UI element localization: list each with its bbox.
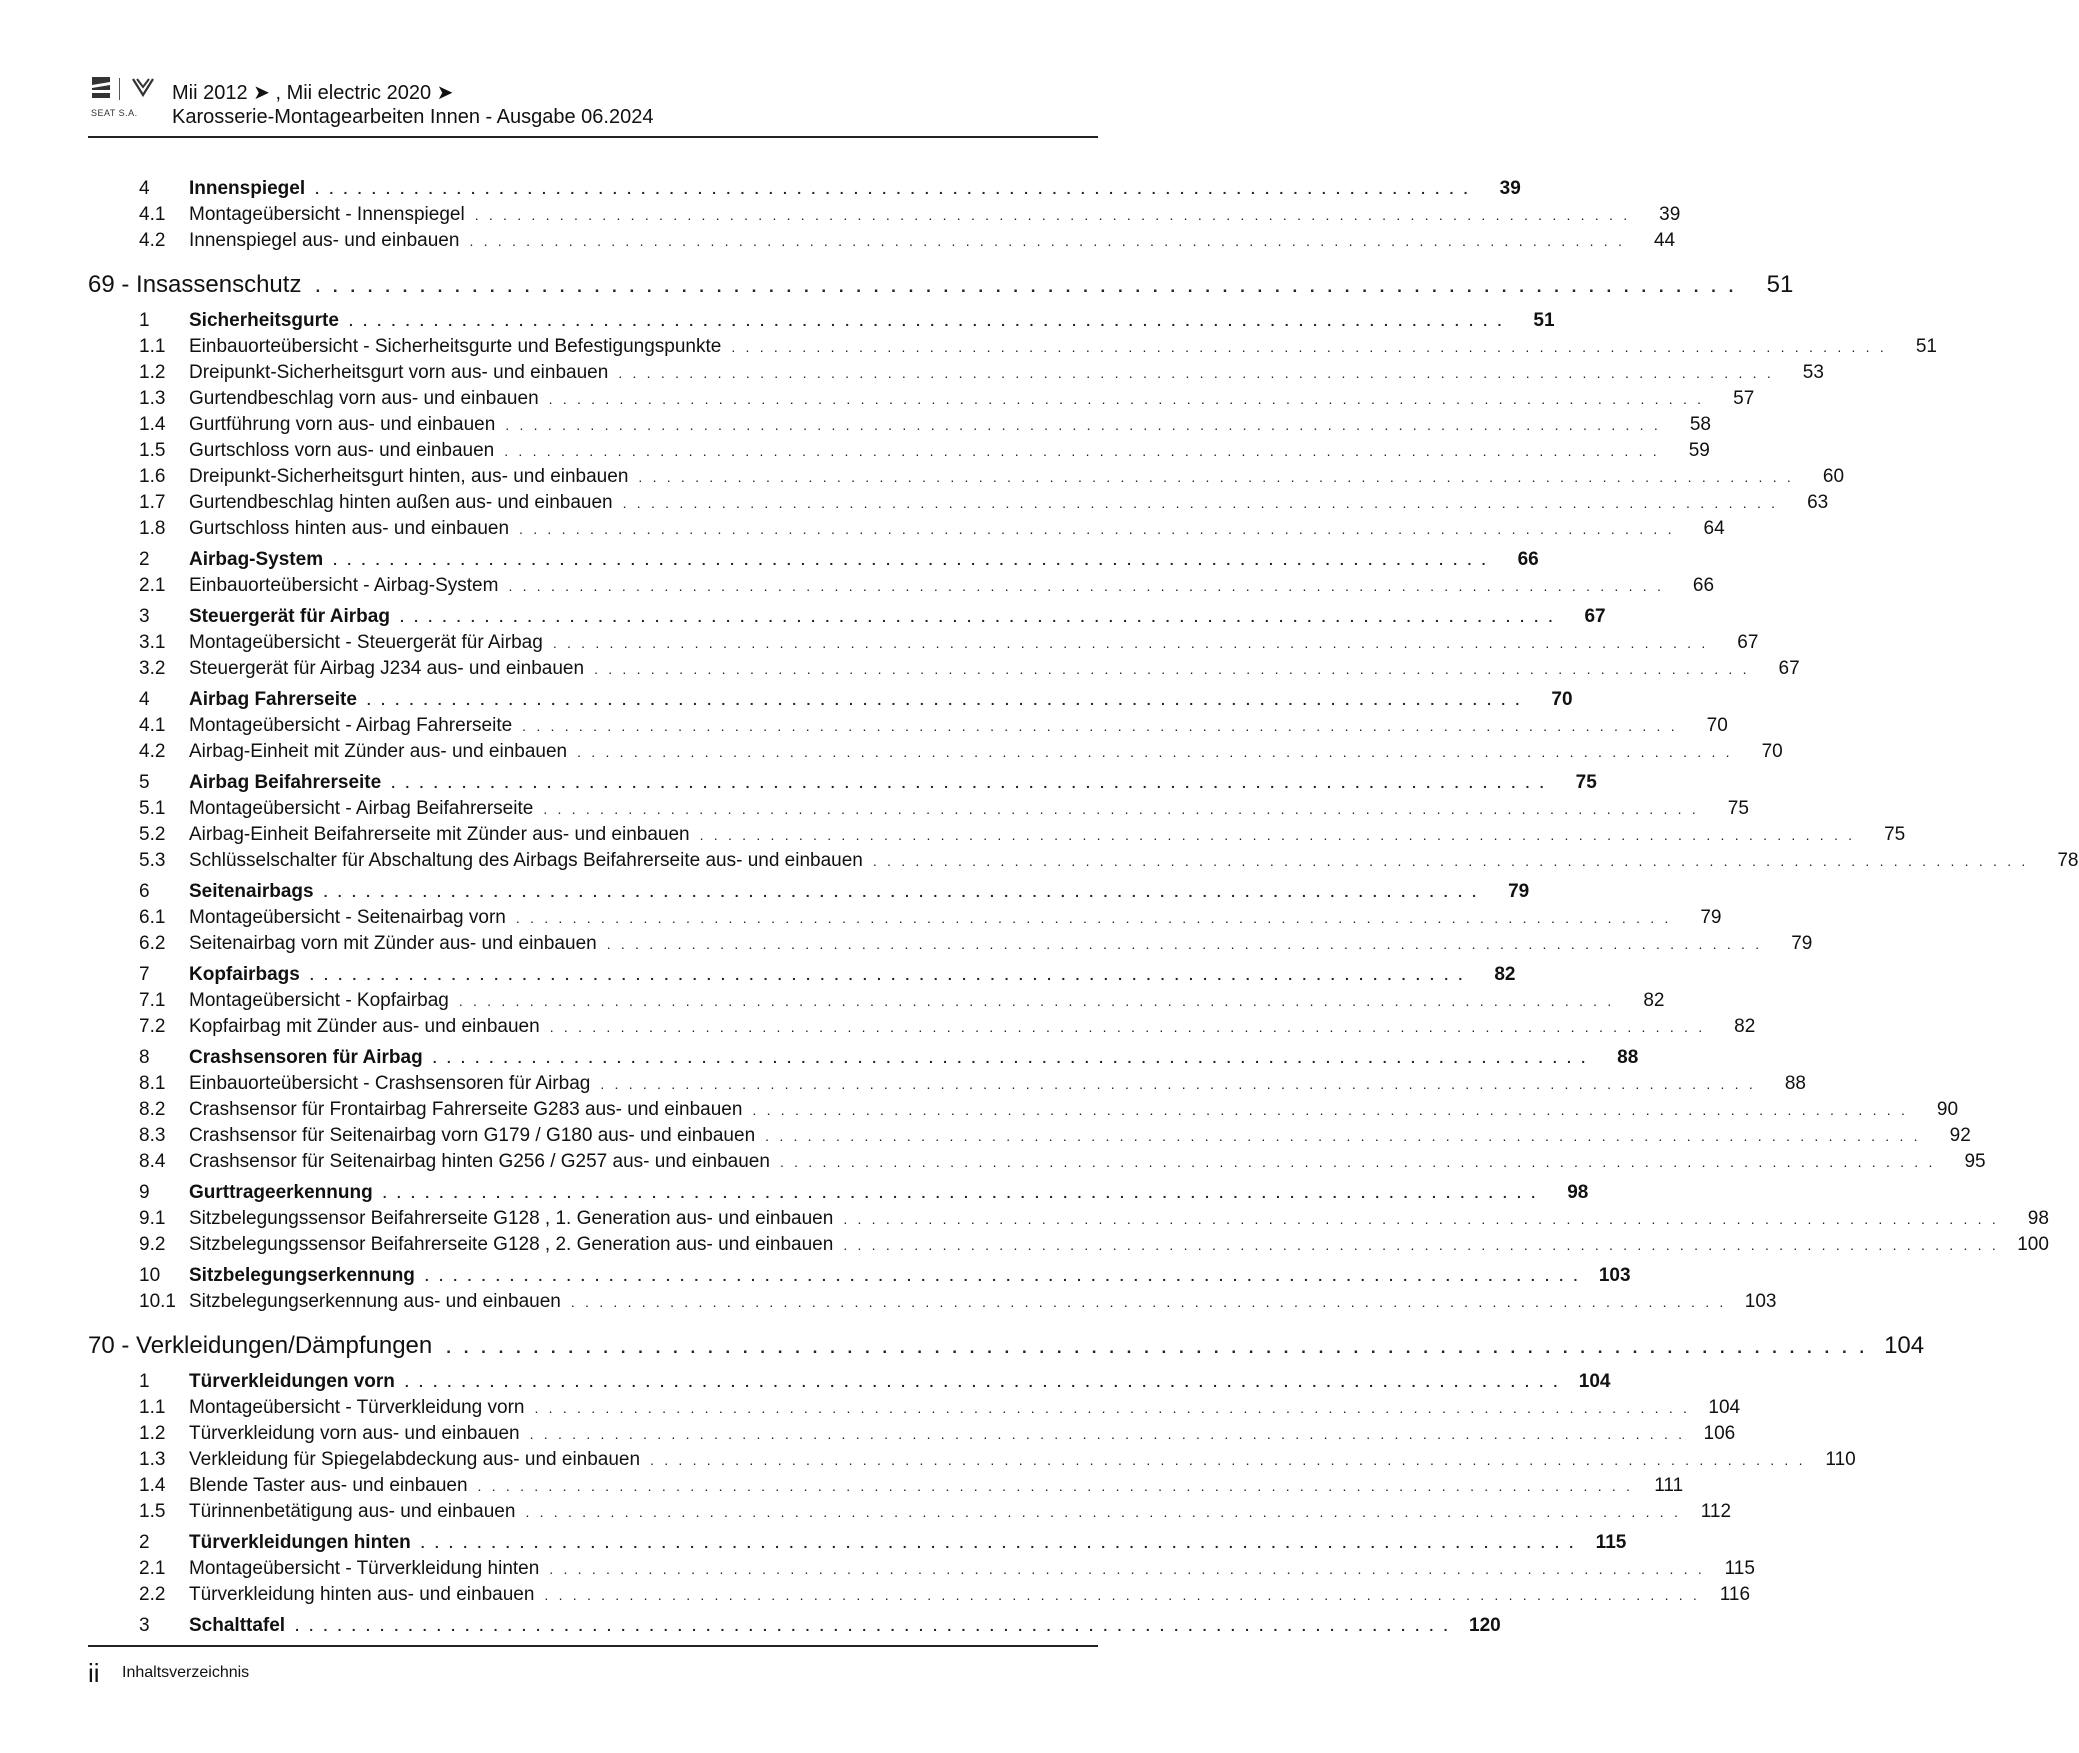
- toc-title: Airbag Beifahrerseite: [189, 772, 382, 793]
- toc-title: Einbauorteübersicht - Sicherheitsgurte und Befestigungspunkte: [189, 336, 722, 357]
- toc-title: Innenspiegel: [189, 178, 306, 199]
- toc-page-number: 103: [1744, 1291, 1777, 1312]
- toc-page-number: 88: [1784, 1073, 1806, 1094]
- toc-number: 4.2: [139, 230, 166, 251]
- toc-dot-leader: . . . . . . . . . . . . . . . . . . . . . . . . . . . . . . . . . . . . . . . . . . . . . . . . . . . . . . . . . . . . . . . . . . . . . . . . . . . . . . . . . .: [391, 775, 1547, 791]
- toc-page-number: 51: [1915, 336, 1937, 357]
- toc-title: Einbauorteübersicht - Crashsensoren für Airbag: [189, 1073, 591, 1094]
- toc-page-number: 70: [1761, 741, 1783, 762]
- toc-page-number: 95: [1964, 1151, 1986, 1172]
- toc-page-number: 104: [1884, 1332, 1925, 1359]
- toc-dot-leader: . . . . . . . . . . . . . . . . . . . . . . . . . . . . . . . . . . . . . . . . . . . . . . . . . . . . . . . . . . . . . . . . . . . . . . . . . . . . . . . . . .: [529, 1426, 1686, 1442]
- toc-title: Kopfairbag mit Zünder aus- und einbauen: [189, 1016, 540, 1037]
- toc-page-number: 106: [1703, 1423, 1736, 1444]
- toc-subsection-row[interactable]: [88, 573, 1715, 599]
- toc-number: 8.1: [139, 1073, 166, 1094]
- toc-page-number: 111: [1654, 1475, 1684, 1496]
- toc-section-row[interactable]: [88, 1263, 1631, 1289]
- toc-title: Gurtschloss vorn aus- und einbauen: [189, 440, 495, 461]
- toc-title: Montageübersicht - Türverkleidung vorn: [189, 1397, 525, 1418]
- toc-subsection-row[interactable]: [88, 1289, 1777, 1315]
- logo-text: SEAT S.A.: [91, 108, 138, 118]
- toc-page-number: 78: [2057, 850, 2079, 871]
- toc-number: 5: [139, 772, 150, 793]
- toc-title: Steuergerät für Airbag: [189, 606, 390, 627]
- toc-dot-leader: . . . . . . . . . . . . . . . . . . . . . . . . . . . . . . . . . . . . . . . . . . . . . . . . . . . . . . . . . . . . . . . . . . . . . . . . . . . . . . . . . .: [549, 1019, 1706, 1035]
- toc-subsection-row[interactable]: [88, 1232, 2049, 1258]
- toc-dot-leader: . . . . . . . . . . . . . . . . . . . . . . . . . . . . . . . . . . . . . . . . . . . . . . . . . . . . . . . . . . . . . . . . . . . . . . . . . . . . . . . . . .: [548, 391, 1705, 407]
- toc-page-number: 75: [1884, 824, 1906, 845]
- toc-subsection-row[interactable]: [88, 848, 2079, 874]
- toc-dot-leader: . . . . . . . . . . . . . . . . . . . . . . . . . . . . . . . . . . . . . . . . . . . . . . . . . . . . . . . . . . . . . . . . . . . . . . . . . . . . . . . . . .: [606, 936, 1763, 952]
- toc-number: 1.3: [139, 1449, 166, 1470]
- toc-subsection-row[interactable]: [88, 988, 1665, 1014]
- toc-number: 5.1: [139, 798, 166, 819]
- toc-title: Sitzbelegungserkennung: [189, 1265, 415, 1286]
- toc-number: 6.2: [139, 933, 166, 954]
- toc-subsection-row[interactable]: [88, 1473, 1684, 1499]
- toc-dot-leader: . . . . . . . . . . . . . . . . . . . . . . . . . . . . . . . . . . . . . . . . . . . . . . . . . . . . . . . . . . . . . . . . . . . . . . . . . . . . . . . . . .: [522, 718, 1678, 734]
- toc-page-number: 104: [1578, 1371, 1611, 1392]
- toc-subsection-row[interactable]: [88, 490, 1829, 516]
- toc-subsection-row[interactable]: [88, 1071, 1806, 1097]
- toc-number: 2: [139, 549, 150, 570]
- toc-dot-leader: . . . . . . . . . . . . . . . . . . . . . . . . . . . . . . . . . . . . . . . . . . . . . . . . . . . . . . . . . . . . . . . . . . . . . . . . . . . . . . . . . .: [315, 181, 1471, 197]
- toc-page-number: 116: [1719, 1584, 1751, 1605]
- toc-subsection-row[interactable]: [88, 386, 1755, 412]
- toc-dot-leader: . . . . . . . . . . . . . . . . . . . . . . . . . . . . . . . . . . . . . . . . . . . . . . . . . . . . . . . . . . . . . . . . . . . . . . . . . . . . . . . . . .: [508, 578, 1665, 594]
- toc-page-number: 60: [1822, 466, 1845, 487]
- toc-title: Crashsensor für Seitenairbag hinten G256 / G257 aus- und einbauen: [189, 1151, 770, 1172]
- toc-page-number: 110: [1825, 1449, 1856, 1470]
- toc-title: Dreipunkt-Sicherheitsgurt vorn aus- und einbauen: [189, 362, 609, 383]
- toc-page-number: 67: [1737, 632, 1759, 653]
- toc-title: Verkleidung für Spiegelabdeckung aus- und einbauen: [189, 1449, 641, 1470]
- toc-page-number: 98: [1567, 1182, 1589, 1203]
- toc-title: Montageübersicht - Steuergerät für Airbag: [189, 632, 543, 653]
- toc-section-row[interactable]: [88, 879, 1530, 905]
- toc-number: 4.1: [139, 204, 166, 225]
- toc-dot-leader: . . . . . . . . . . . . . . . . . . . . . . . . . . . . . . . . . . . . . . . . . . . . . . . . . . . . . . . . . . . . . . . . . . . . . . . . . . . . . . . . . .: [315, 277, 1738, 296]
- toc-title: Airbag-Einheit Beifahrerseite mit Zünder aus- und einbauen: [189, 824, 690, 845]
- toc-dot-leader: . . . . . . . . . . . . . . . . . . . . . . . . . . . . . . . . . . . . . . . . . . . . . . . . . . . . . . . . . . . . . . . . . . . . . . . . . . . . . . . . . .: [600, 1076, 1756, 1092]
- toc-title: Türverkleidung vorn aus- und einbauen: [189, 1423, 520, 1444]
- toc-dot-leader: . . . . . . . . . . . . . . . . . . . . . . . . . . . . . . . . . . . . . . . . . . . . . . . . . . . . . . . . . . . . . . . . . . . . . . . . . . . . . . . . . .: [765, 1128, 1921, 1144]
- toc-subsection-row[interactable]: [88, 905, 1722, 931]
- toc-dot-leader: . . . . . . . . . . . . . . . . . . . . . . . . . . . . . . . . . . . . . . . . . . . . . . . . . . . . . . . . . . . . . . . . . . . . . . . . . . . . . . . . . .: [549, 1561, 1705, 1577]
- toc-number: 2.1: [139, 575, 166, 596]
- toc-section-row[interactable]: [88, 1530, 1627, 1556]
- toc-page-number: 70: [1706, 715, 1728, 736]
- toc-title: Türverkleidungen vorn: [189, 1371, 395, 1392]
- toc-number: 5.2: [139, 824, 166, 845]
- toc-dot-leader: . . . . . . . . . . . . . . . . . . . . . . . . . . . . . . . . . . . . . . . . . . . . . . . . . . . . . . . . . . . . . . . . . . . . . . . . . . . . . . . . . .: [525, 1504, 1682, 1520]
- toc-subsection-row[interactable]: [88, 438, 1710, 464]
- toc-number: 4: [139, 689, 150, 710]
- toc-number: 4.2: [139, 741, 166, 762]
- toc-number: 9.1: [139, 1208, 166, 1229]
- toc-number: 8.2: [139, 1099, 166, 1120]
- toc-dot-leader: . . . . . . . . . . . . . . . . . . . . . . . . . . . . . . . . . . . . . . . . . . . . . . . . . . . . . . . . . . . . . . . . . . . . . . . . . . . . . . . . . .: [752, 1102, 1909, 1118]
- toc-dot-leader: . . . . . . . . . . . . . . . . . . . . . . . . . . . . . . . . . . . . . . . . . . . . . . . . . . . . . . . . . . . . . . . . . . . . . . . . . . . . . . . . . .: [731, 339, 1887, 355]
- toc-number: 1.1: [139, 1397, 166, 1418]
- toc-number: 5.3: [139, 850, 166, 871]
- toc-dot-leader: . . . . . . . . . . . . . . . . . . . . . . . . . . . . . . . . . . . . . . . . . . . . . . . . . . . . . . . . . . . . . . . . . . . . . . . . . . . . . . . . . .: [477, 1478, 1634, 1494]
- toc-section-row[interactable]: [88, 1180, 1589, 1206]
- toc-page-number: 104: [1708, 1397, 1741, 1418]
- toc-page-number: 66: [1692, 575, 1715, 596]
- toc-number: 3: [139, 1615, 150, 1636]
- toc-section-row[interactable]: [88, 687, 1573, 713]
- footer-label: Inhaltsverzeichnis: [122, 1664, 250, 1681]
- toc-page-number: 82: [1494, 964, 1516, 985]
- toc-page-number: 51: [1766, 271, 1794, 298]
- toc-dot-leader: . . . . . . . . . . . . . . . . . . . . . . . . . . . . . . . . . . . . . . . . . . . . . . . . . . . . . . . . . . . . . . . . . . . . . . . . . . . . . . . . . .: [424, 1268, 1581, 1284]
- toc-page-number: 63: [1807, 492, 1829, 513]
- toc-section-row[interactable]: [88, 962, 1516, 988]
- toc-dot-leader: . . . . . . . . . . . . . . . . . . . . . . . . . . . . . . . . . . . . . . . . . . . . . . . . . . . . . . . . . . . . . . . . . . . . . . . . . . . . . . . . . .: [420, 1535, 1577, 1551]
- toc-page-number: 88: [1617, 1047, 1639, 1068]
- toc-title: Airbag Fahrerseite: [189, 689, 357, 710]
- toc-title: Schalttafel: [189, 1615, 286, 1636]
- toc-page-number: 51: [1533, 310, 1555, 331]
- toc-number: 1.4: [139, 1475, 166, 1496]
- toc-subsection-row[interactable]: [88, 1421, 1736, 1447]
- toc-page-number: 67: [1584, 606, 1606, 627]
- toc-dot-leader: . . . . . . . . . . . . . . . . . . . . . . . . . . . . . . . . . . . . . . . . . . . . . . . . . . . . . . . . . . . . . . . . . . . . . . . . . . . . . . . . . .: [323, 884, 1480, 900]
- toc-dot-leader: . . . . . . . . . . . . . . . . . . . . . . . . . . . . . . . . . . . . . . . . . . . . . . . . . . . . . . . . . . . . . . . . . . . . . . . . . . . . . . . . . .: [699, 827, 1856, 843]
- toc-page-number: 53: [1802, 362, 1824, 383]
- toc-subsection-row[interactable]: [88, 516, 1725, 542]
- toc-dot-leader: . . . . . . . . . . . . . . . . . . . . . . . . . . . . . . . . . . . . . . . . . . . . . . . . . . . . . . . . . . . . . . . . . . . . . . . . . . . . . . . . . .: [779, 1154, 1936, 1170]
- toc-number: 2.2: [139, 1584, 166, 1605]
- toc-subsection-row[interactable]: [88, 1499, 1732, 1525]
- toc-title: Sitzbelegungserkennung aus- und einbauen: [189, 1291, 561, 1312]
- toc-dot-leader: . . . . . . . . . . . . . . . . . . . . . . . . . . . . . . . . . . . . . . . . . . . . . . . . . . . . . . . . . . . . . . . . . . . . . . . . . . . . . . . . . .: [594, 661, 1750, 677]
- toc-number: 1.6: [139, 466, 166, 487]
- toc-title: Gurtendbeschlag hinten außen aus- und einbauen: [189, 492, 613, 513]
- header-manual-title: Karosserie-Montagearbeiten Innen - Ausgabe 06.2024: [172, 106, 654, 128]
- toc-dot-leader: . . . . . . . . . . . . . . . . . . . . . . . . . . . . . . . . . . . . . . . . . . . . . . . . . . . . . . . . . . . . . . . . . . . . . . . . . . . . . . . . . .: [638, 469, 1795, 485]
- toc-page-number: 66: [1517, 549, 1539, 570]
- toc-title: Montageübersicht - Innenspiegel: [189, 204, 465, 225]
- toc-title: Seitenairbag vorn mit Zünder aus- und einbauen: [189, 933, 597, 954]
- logo-divider: [119, 78, 120, 100]
- toc-number: 8.3: [139, 1125, 166, 1146]
- toc-dot-leader: . . . . . . . . . . . . . . . . . . . . . . . . . . . . . . . . . . . . . . . . . . . . . . . . . . . . . . . . . . . . . . . . . . . . . . . . . . . . . . . . . .: [519, 521, 1675, 537]
- toc-page-number: 100: [2017, 1234, 2049, 1255]
- toc-number: 3.1: [139, 632, 166, 653]
- toc-subsection-row[interactable]: [88, 202, 1681, 228]
- header-rule: [88, 136, 1098, 138]
- toc-title: Sitzbelegungssensor Beifahrerseite G128 , 2. Generation aus- und einbauen: [189, 1234, 834, 1255]
- toc-page-number: 79: [1700, 907, 1722, 928]
- toc-page-number: 82: [1734, 1016, 1756, 1037]
- toc-number: 10.1: [139, 1291, 176, 1312]
- toc-chapter-row[interactable]: [88, 267, 1794, 303]
- toc-dot-leader: . . . . . . . . . . . . . . . . . . . . . . . . . . . . . . . . . . . . . . . . . . . . . . . . . . . . . . . . . . . . . . . . . . . . . . . . . . . . . . . . . .: [399, 609, 1556, 625]
- toc-subsection-row[interactable]: [88, 1149, 1986, 1175]
- toc-subsection-row[interactable]: [88, 1395, 1741, 1421]
- toc-dot-leader: . . . . . . . . . . . . . . . . . . . . . . . . . . . . . . . . . . . . . . . . . . . . . . . . . . . . . . . . . . . . . . . . . . . . . . . . . . . . . . . . . .: [469, 233, 1626, 249]
- toc-title: Crashsensoren für Airbag: [189, 1047, 423, 1068]
- toc-subsection-row[interactable]: [88, 931, 1813, 957]
- toc-dot-leader: . . . . . . . . . . . . . . . . . . . . . . . . . . . . . . . . . . . . . . . . . . . . . . . . . . . . . . . . . . . . . . . . . . . . . . . . . . . . . . . . . .: [577, 744, 1733, 760]
- footer-rule: [88, 1645, 1098, 1647]
- toc-title: Crashsensor für Seitenairbag vorn G179 / G180 aus- und einbauen: [189, 1125, 756, 1146]
- toc-dot-leader: . . . . . . . . . . . . . . . . . . . . . . . . . . . . . . . . . . . . . . . . . . . . . . . . . . . . . . . . . . . . . . . . . . . . . . . . . . . . . . . . . .: [872, 853, 2029, 869]
- toc-dot-leader: . . . . . . . . . . . . . . . . . . . . . . . . . . . . . . . . . . . . . . . . . . . . . . . . . . . . . . . . . . . . . . . . . . . . . . . . . . . . . . . . . .: [544, 1587, 1701, 1603]
- toc-title: Gurtschloss hinten aus- und einbauen: [189, 518, 510, 539]
- toc-subsection-row[interactable]: [88, 630, 1759, 656]
- toc-chapter-title: 69 - Insassenschutz: [88, 271, 302, 298]
- toc-title: Sicherheitsgurte: [189, 310, 339, 331]
- toc-page-number: 64: [1703, 518, 1725, 539]
- toc-title: Türverkleidung hinten aus- und einbauen: [189, 1584, 535, 1605]
- toc-page-number: 82: [1643, 990, 1665, 1011]
- toc-page-number: 75: [1575, 772, 1597, 793]
- toc-chapter-title: 70 - Verkleidungen/Dämpfungen: [88, 1332, 433, 1359]
- toc-dot-leader: . . . . . . . . . . . . . . . . . . . . . . . . . . . . . . . . . . . . . . . . . . . . . . . . . . . . . . . . . . . . . . . . . . . . . . . . . . . . . . . . . .: [622, 495, 1779, 511]
- toc-page-number: 103: [1598, 1265, 1631, 1286]
- toc-section-row[interactable]: [88, 547, 1539, 573]
- toc-page-number: 115: [1724, 1558, 1755, 1579]
- toc-section-row[interactable]: [88, 604, 1606, 630]
- toc-dot-leader: . . . . . . . . . . . . . . . . . . . . . . . . . . . . . . . . . . . . . . . . . . . . . . . . . . . . . . . . . . . . . . . . . . . . . . . . . . . . . . . . . .: [474, 207, 1631, 223]
- toc-number: 3: [139, 606, 150, 627]
- toc-title: Kopfairbags: [189, 964, 300, 985]
- toc-dot-leader: . . . . . . . . . . . . . . . . . . . . . . . . . . . . . . . . . . . . . . . . . . . . . . . . . . . . . . . . . . . . . . . . . . . . . . . . . . . . . . . . . .: [843, 1237, 1999, 1253]
- toc-subsection-row[interactable]: [88, 739, 1783, 765]
- toc-number: 10: [139, 1265, 161, 1286]
- toc-page-number: 79: [1791, 933, 1813, 954]
- toc-dot-leader: . . . . . . . . . . . . . . . . . . . . . . . . . . . . . . . . . . . . . . . . . . . . . . . . . . . . . . . . . . . . . . . . . . . . . . . . . . . . . . . . . .: [543, 801, 1699, 817]
- toc-page-number: 112: [1700, 1501, 1732, 1522]
- toc-number: 6: [139, 881, 150, 902]
- toc-number: 1.2: [139, 1423, 166, 1444]
- toc-page-number: 75: [1727, 798, 1749, 819]
- toc-number: 1.4: [139, 414, 166, 435]
- toc-number: 2.1: [139, 1558, 166, 1579]
- toc-dot-leader: . . . . . . . . . . . . . . . . . . . . . . . . . . . . . . . . . . . . . . . . . . . . . . . . . . . . . . . . . . . . . . . . . . . . . . . . . . . . . . . . . .: [618, 365, 1774, 381]
- toc-dot-leader: . . . . . . . . . . . . . . . . . . . . . . . . . . . . . . . . . . . . . . . . . . . . . . . . . . . . . . . . . . . . . . . . . . . . . . . . . . . . . . . . . .: [515, 910, 1672, 926]
- toc-page-number: 57: [1733, 388, 1755, 409]
- toc-page-number: 58: [1689, 414, 1711, 435]
- toc-title: Steuergerät für Airbag J234 aus- und einbauen: [189, 658, 585, 679]
- toc-chapter-row[interactable]: [88, 1328, 1925, 1364]
- seat-logo: [88, 74, 158, 130]
- toc-page-number: 59: [1688, 440, 1710, 461]
- table-of-contents: [88, 176, 2079, 1639]
- toc-number: 1.1: [139, 336, 166, 357]
- toc-title: Einbauorteübersicht - Airbag-System: [189, 575, 499, 596]
- toc-number: 4: [139, 178, 150, 199]
- toc-dot-leader: . . . . . . . . . . . . . . . . . . . . . . . . . . . . . . . . . . . . . . . . . . . . . . . . . . . . . . . . . . . . . . . . . . . . . . . . . . . . . . . . . .: [309, 967, 1466, 983]
- toc-section-row[interactable]: [88, 308, 1555, 334]
- toc-page-number: 39: [1659, 204, 1681, 225]
- toc-section-row[interactable]: [88, 770, 1597, 796]
- toc-section-row[interactable]: [88, 1613, 1501, 1639]
- toc-number: 9: [139, 1182, 150, 1203]
- page-header: [88, 72, 1098, 134]
- toc-title: Airbag-System: [189, 549, 324, 570]
- toc-page-number: 67: [1778, 658, 1800, 679]
- page-footer: [88, 1650, 1098, 1690]
- toc-title: Montageübersicht - Kopfairbag: [189, 990, 449, 1011]
- toc-dot-leader: . . . . . . . . . . . . . . . . . . . . . . . . . . . . . . . . . . . . . . . . . . . . . . . . . . . . . . . . . . . . . . . . . . . . . . . . . . . . . . . . . .: [366, 692, 1523, 708]
- toc-subsection-row[interactable]: [88, 412, 1711, 438]
- toc-section-row[interactable]: [88, 1045, 1639, 1071]
- toc-number: 1.5: [139, 440, 166, 461]
- toc-dot-leader: . . . . . . . . . . . . . . . . . . . . . . . . . . . . . . . . . . . . . . . . . . . . . . . . . . . . . . . . . . . . . . . . . . . . . . . . . . . . . . . . . .: [570, 1294, 1727, 1310]
- toc-title: Montageübersicht - Seitenairbag vorn: [189, 907, 506, 928]
- toc-dot-leader: . . . . . . . . . . . . . . . . . . . . . . . . . . . . . . . . . . . . . . . . . . . . . . . . . . . . . . . . . . . . . . . . . . . . . . . . . . . . . . . . . .: [404, 1374, 1561, 1390]
- toc-dot-leader: . . . . . . . . . . . . . . . . . . . . . . . . . . . . . . . . . . . . . . . . . . . . . . . . . . . . . . . . . . . . . . . . . . . . . . . . . . . . . . . . . .: [333, 552, 1489, 568]
- toc-dot-leader: . . . . . . . . . . . . . . . . . . . . . . . . . . . . . . . . . . . . . . . . . . . . . . . . . . . . . . . . . . . . . . . . . . . . . . . . . . . . . . . . . .: [295, 1618, 1451, 1634]
- toc-number: 1: [139, 1371, 150, 1392]
- toc-subsection-row[interactable]: [88, 1556, 1755, 1582]
- toc-number: 7: [139, 964, 150, 985]
- toc-page-number: 90: [1936, 1099, 1959, 1120]
- toc-page-number: 79: [1508, 881, 1530, 902]
- toc-number: 9.2: [139, 1234, 166, 1255]
- toc-number: 1.3: [139, 388, 166, 409]
- toc-number: 7.1: [139, 990, 166, 1011]
- toc-subsection-row[interactable]: [88, 1582, 1751, 1608]
- toc-title: Crashsensor für Frontairbag Fahrerseite G283 aus- und einbauen: [189, 1099, 743, 1120]
- toc-dot-leader: . . . . . . . . . . . . . . . . . . . . . . . . . . . . . . . . . . . . . . . . . . . . . . . . . . . . . . . . . . . . . . . . . . . . . . . . . . . . . . . . . .: [446, 1338, 1869, 1357]
- toc-page-number: 44: [1653, 230, 1676, 251]
- toc-title: Montageübersicht - Airbag Fahrerseite: [189, 715, 513, 736]
- toc-title: Montageübersicht - Türverkleidung hinten: [189, 1558, 540, 1579]
- toc-subsection-row[interactable]: [88, 713, 1728, 739]
- toc-subsection-row[interactable]: [88, 334, 1937, 360]
- toc-number: 8: [139, 1047, 150, 1068]
- toc-dot-leader: . . . . . . . . . . . . . . . . . . . . . . . . . . . . . . . . . . . . . . . . . . . . . . . . . . . . . . . . . . . . . . . . . . . . . . . . . . . . . . . . . .: [505, 417, 1661, 433]
- toc-section-row[interactable]: [88, 1369, 1611, 1395]
- toc-dot-leader: . . . . . . . . . . . . . . . . . . . . . . . . . . . . . . . . . . . . . . . . . . . . . . . . . . . . . . . . . . . . . . . . . . . . . . . . . . . . . . . . . .: [458, 993, 1615, 1009]
- toc-number: 1.7: [139, 492, 166, 513]
- header-vehicle-line: Mii 2012 ➤ , Mii electric 2020 ➤: [172, 82, 454, 104]
- toc-page-number: 70: [1551, 689, 1573, 710]
- toc-number: 7.2: [139, 1016, 166, 1037]
- toc-title: Türverkleidungen hinten: [189, 1532, 411, 1553]
- toc-title: Gurtführung vorn aus- und einbauen: [189, 414, 496, 435]
- cupra-logo-icon: [132, 76, 154, 98]
- toc-page-number: 120: [1469, 1615, 1501, 1636]
- toc-title: Gurttrageerkennung: [189, 1182, 373, 1203]
- toc-title: Schlüsselschalter für Abschaltung des Airbags Beifahrerseite aus- und einbauen: [189, 850, 863, 871]
- toc-title: Blende Taster aus- und einbauen: [189, 1475, 468, 1496]
- toc-dot-leader: . . . . . . . . . . . . . . . . . . . . . . . . . . . . . . . . . . . . . . . . . . . . . . . . . . . . . . . . . . . . . . . . . . . . . . . . . . . . . . . . . .: [432, 1050, 1589, 1066]
- toc-page-number: 92: [1949, 1125, 1971, 1146]
- toc-dot-leader: . . . . . . . . . . . . . . . . . . . . . . . . . . . . . . . . . . . . . . . . . . . . . . . . . . . . . . . . . . . . . . . . . . . . . . . . . . . . . . . . . .: [843, 1211, 1999, 1227]
- toc-subsection-row[interactable]: [88, 360, 1824, 386]
- toc-number: 3.2: [139, 658, 166, 679]
- toc-number: 2: [139, 1532, 150, 1553]
- toc-title: Seitenairbags: [189, 881, 314, 902]
- toc-number: 4.1: [139, 715, 166, 736]
- toc-number: 8.4: [139, 1151, 166, 1172]
- toc-subsection-row[interactable]: [88, 796, 1749, 822]
- toc-subsection-row[interactable]: [88, 656, 1800, 682]
- toc-subsection-row[interactable]: [88, 1447, 1856, 1473]
- toc-number: 1.5: [139, 1501, 166, 1522]
- toc-title: Montageübersicht - Airbag Beifahrerseite: [189, 798, 534, 819]
- toc-dot-leader: . . . . . . . . . . . . . . . . . . . . . . . . . . . . . . . . . . . . . . . . . . . . . . . . . . . . . . . . . . . . . . . . . . . . . . . . . . . . . . . . . .: [552, 635, 1709, 651]
- toc-title: Gurtendbeschlag vorn aus- und einbauen: [189, 388, 539, 409]
- toc-subsection-row[interactable]: [88, 464, 1845, 490]
- toc-page-number: 98: [2027, 1208, 2049, 1229]
- footer-page-number: ii: [88, 1658, 100, 1688]
- toc-title: Türinnenbetätigung aus- und einbauen: [189, 1501, 516, 1522]
- toc-title: Airbag-Einheit mit Zünder aus- und einbauen: [189, 741, 568, 762]
- toc-subsection-row[interactable]: [88, 822, 1906, 848]
- toc-page-number: 39: [1499, 178, 1521, 199]
- toc-title: Sitzbelegungssensor Beifahrerseite G128 , 1. Generation aus- und einbauen: [189, 1208, 834, 1229]
- toc-dot-leader: . . . . . . . . . . . . . . . . . . . . . . . . . . . . . . . . . . . . . . . . . . . . . . . . . . . . . . . . . . . . . . . . . . . . . . . . . . . . . . . . . .: [382, 1185, 1539, 1201]
- toc-title: Innenspiegel aus- und einbauen: [189, 230, 460, 251]
- toc-title: Dreipunkt-Sicherheitsgurt hinten, aus- und einbauen: [189, 466, 629, 487]
- toc-number: 1.8: [139, 518, 166, 539]
- toc-number: 1.2: [139, 362, 166, 383]
- toc-subsection-row[interactable]: [88, 1097, 1959, 1123]
- toc-dot-leader: . . . . . . . . . . . . . . . . . . . . . . . . . . . . . . . . . . . . . . . . . . . . . . . . . . . . . . . . . . . . . . . . . . . . . . . . . . . . . . . . . .: [348, 313, 1505, 329]
- toc-subsection-row[interactable]: [88, 1123, 1971, 1149]
- toc-subsection-row[interactable]: [88, 1014, 1756, 1040]
- toc-subsection-row[interactable]: [88, 1206, 2049, 1232]
- toc-dot-leader: . . . . . . . . . . . . . . . . . . . . . . . . . . . . . . . . . . . . . . . . . . . . . . . . . . . . . . . . . . . . . . . . . . . . . . . . . . . . . . . . . .: [504, 443, 1660, 459]
- toc-page-number: 115: [1595, 1532, 1627, 1553]
- toc-dot-leader: . . . . . . . . . . . . . . . . . . . . . . . . . . . . . . . . . . . . . . . . . . . . . . . . . . . . . . . . . . . . . . . . . . . . . . . . . . . . . . . . . .: [650, 1452, 1806, 1468]
- toc-dot-leader: . . . . . . . . . . . . . . . . . . . . . . . . . . . . . . . . . . . . . . . . . . . . . . . . . . . . . . . . . . . . . . . . . . . . . . . . . . . . . . . . . .: [534, 1400, 1691, 1416]
- toc-number: 6.1: [139, 907, 166, 928]
- toc-number: 1: [139, 310, 150, 331]
- toc-subsection-row[interactable]: [88, 228, 1676, 254]
- seat-s-logo-icon: [90, 74, 112, 100]
- toc-section-row[interactable]: [88, 176, 1521, 202]
